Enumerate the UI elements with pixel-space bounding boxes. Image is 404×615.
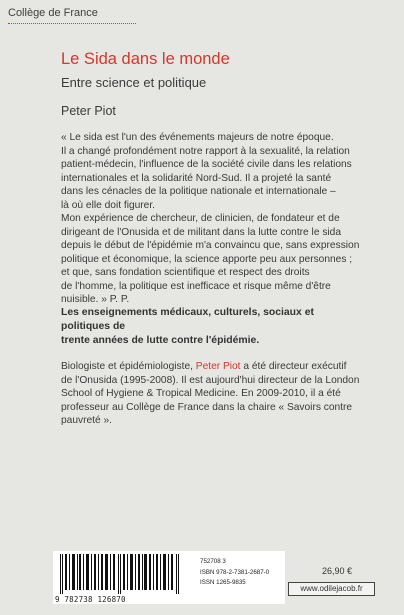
quote-line: dans les cénacles de la politique nationale et internationale –	[61, 186, 336, 197]
bio-line: de l'Onusida (1995-2008). Il est aujourd'hui directeur de la London	[61, 374, 360, 386]
author-bio	[61, 360, 361, 428]
quote-line: et que, sans fondation scientifique et respect des droits	[61, 267, 310, 278]
quote-line: de l'homme, la politique est inefficace et risque même d'être	[61, 280, 331, 292]
quote-line: internationales et la solidarité Nord-Sud. Il a projeté la santé	[61, 172, 332, 184]
bio-line: School of Hygiene & Tropical Medicine. En 2009-2010, il a été	[61, 388, 341, 399]
issn-number: ISSN 1265-9835	[200, 579, 246, 586]
publisher-website: www.odilejacob.fr	[288, 582, 375, 596]
bio-text: Biologiste et épidémiologiste,	[61, 361, 196, 372]
publisher-dotted-rule	[8, 23, 136, 24]
bio-text: a été directeur exécutif	[240, 361, 347, 372]
isbn-number: ISBN 978-2-7381-2687-0	[200, 568, 270, 576]
publisher-header	[8, 6, 136, 24]
bio-line	[61, 360, 361, 374]
catalog-codes	[200, 557, 269, 589]
teaser-text	[61, 306, 361, 348]
quote-line: nuisible. » P. P.	[61, 294, 130, 305]
quote-line: là où elle doit figurer.	[61, 199, 156, 211]
barcode-digits: 9 782738 126870	[55, 595, 126, 604]
quote-line: « Le sida est l'un des événements majeurs de notre époque.	[61, 132, 334, 143]
book-author: Peter Piot	[61, 104, 116, 118]
bio-line: pauvreté ».	[61, 415, 112, 426]
book-title: Le Sida dans le monde	[61, 50, 230, 68]
bio-author-name: Peter Piot	[195, 361, 241, 372]
book-subtitle: Entre science et politique	[61, 75, 207, 90]
quote-line: politique et économique, la science apporte peu aux personnes ;	[61, 253, 353, 265]
quote-line: depuis le début de l'épidémie m'a convaincu que, sans expression	[61, 240, 360, 251]
publisher-name: Collège de France	[8, 7, 98, 19]
teaser-line: trente années de lutte contre l'épidémie.	[61, 335, 260, 346]
barcode-icon	[56, 554, 188, 594]
quote-line: Il a changé profondément notre rapport à la sexualité, la relation	[61, 145, 350, 157]
product-code: 752708 3	[200, 558, 226, 565]
bio-line: professeur au Collège de France dans la chaire « Savoirs contre	[61, 401, 353, 413]
quote-line: patient-médecin, l'influence de la société civile dans les relations	[61, 159, 352, 170]
book-price: 26,90 €	[322, 566, 353, 576]
barcode-block	[53, 551, 285, 604]
quote-line: dirigeant de l'Onusida et de militant dans la lutte contre le sida	[61, 226, 342, 238]
teaser-line: Les enseignements médicaux, culturels, sociaux et politiques de	[61, 307, 314, 332]
quote-line: Mon expérience de chercheur, de clinicien, de fondateur et de	[61, 213, 340, 224]
author-quote	[61, 131, 361, 307]
